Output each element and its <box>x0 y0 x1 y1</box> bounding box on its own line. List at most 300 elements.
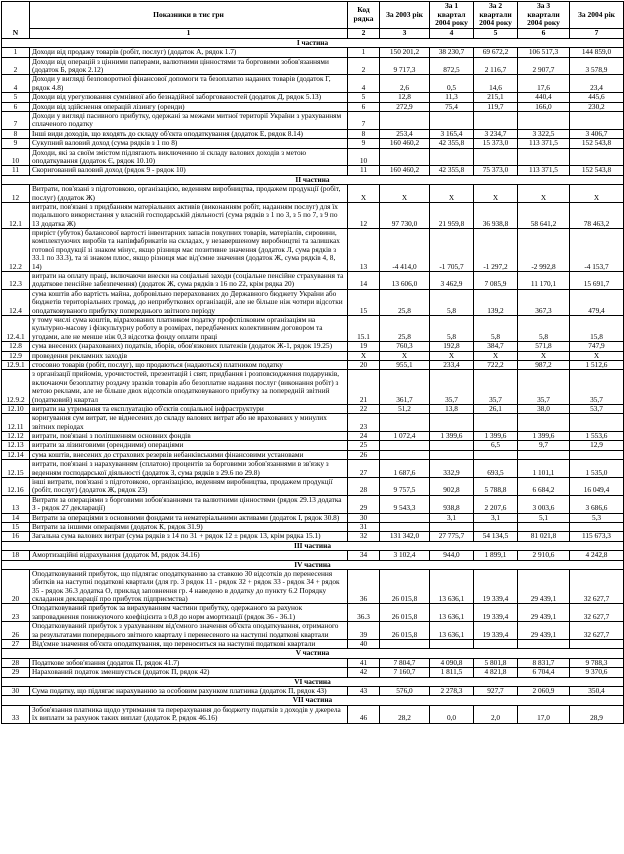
value-q2-cell: -1 297,2 <box>474 229 518 272</box>
indicator-cell: витрати на утримання та експлуатацію об'єктів соціальної інфраструктури <box>30 404 348 413</box>
table-row <box>2 129 624 138</box>
value-q1-cell: 0,5 <box>430 75 474 93</box>
table-row <box>2 404 624 413</box>
value-2003-cell: 51,2 <box>380 404 430 413</box>
value-2004-cell: 230,2 <box>570 102 624 111</box>
row-number-cell: 12.10 <box>2 404 30 413</box>
value-2003-cell: Х <box>380 351 430 360</box>
indicator-cell: Сукупний валовий доход (сума рядків з 1 по 8) <box>30 139 348 148</box>
row-number-cell: 9 <box>2 139 30 148</box>
indicator-cell: Скоригований валовий доход (рядок 9 - рядок 10) <box>30 166 348 175</box>
code-cell: 20 <box>348 360 380 369</box>
value-q2-cell: 4 821,8 <box>474 668 518 677</box>
section-label: ІІІ частина <box>2 541 624 550</box>
row-number-cell: 13 <box>2 495 30 513</box>
value-q3-cell <box>518 522 570 531</box>
section-row <box>2 38 624 47</box>
value-q2-cell: 1 399,6 <box>474 432 518 441</box>
value-q2-cell: 5,8 <box>474 315 518 341</box>
value-q3-cell: Х <box>518 185 570 203</box>
value-2004-cell: 5,3 <box>570 513 624 522</box>
value-q2-cell: 75 373,0 <box>474 166 518 175</box>
code-cell: 29 <box>348 495 380 513</box>
row-number-cell: 12.9.2 <box>2 370 30 405</box>
value-q2-cell <box>474 148 518 166</box>
row-number-cell: 6 <box>2 102 30 111</box>
value-q3-cell: 17,6 <box>518 75 570 93</box>
table-row <box>2 185 624 203</box>
value-q2-cell: 119,7 <box>474 102 518 111</box>
section-label: VІІ частина <box>2 696 624 705</box>
value-2003-cell: 26 015,8 <box>380 604 430 622</box>
code-cell: 11 <box>348 166 380 175</box>
value-2004-cell: 15 691,7 <box>570 272 624 290</box>
value-q3-cell: 9,7 <box>518 441 570 450</box>
indicator-cell: Витрати за операціями з борговими зобов'язаннями та валютними цінностями (рядок 29.13 додатка З - рядок 27 декларації) <box>30 495 348 513</box>
row-number-cell: 16 <box>2 532 30 541</box>
header-indicator: Показники в тис грн <box>30 2 348 29</box>
row-number-cell: 10 <box>2 148 30 166</box>
value-2004-cell: 3 686,6 <box>570 495 624 513</box>
value-q1-cell: 13 636,1 <box>430 622 474 640</box>
value-2004-cell: 15,8 <box>570 315 624 341</box>
value-q1-cell: 11,3 <box>430 93 474 102</box>
code-cell: 43 <box>348 687 380 696</box>
value-2003-cell: 12,8 <box>380 93 430 102</box>
indicator-cell: Сума податку, що підлягає нарахуванню за особовим рахунком платника (додаток П, рядок 43) <box>30 687 348 696</box>
row-number-cell: 12.9 <box>2 351 30 360</box>
indicator-cell: у тому числі сума коштів, відрахованих платником податку профспілковим організаціям на культурно-масову і фізкультурну роботу в розмірах, передбачених колективним договором та угодами, але не менше ніж 0,3 відсотка фонду оплати праці <box>30 315 348 341</box>
value-2004-cell: 9 370,6 <box>570 668 624 677</box>
value-q2-cell: 2 207,6 <box>474 495 518 513</box>
value-q2-cell: 139,2 <box>474 289 518 315</box>
value-2004-cell <box>570 112 624 130</box>
value-2004-cell: 445,6 <box>570 93 624 102</box>
code-cell: 15 <box>348 289 380 315</box>
value-q2-cell: 69 672,2 <box>474 48 518 57</box>
value-2003-cell: 25,8 <box>380 315 430 341</box>
value-2004-cell <box>570 148 624 166</box>
table-row <box>2 450 624 459</box>
value-q3-cell: 6 704,4 <box>518 668 570 677</box>
value-q3-cell: Х <box>518 351 570 360</box>
value-q3-cell: 113 371,5 <box>518 139 570 148</box>
value-q2-cell: Х <box>474 185 518 203</box>
code-cell: 14 <box>348 272 380 290</box>
value-q1-cell <box>430 640 474 649</box>
value-2004-cell: 747,9 <box>570 342 624 351</box>
header-q3-2004: За 3 квартали 2004 року <box>518 2 570 29</box>
value-2003-cell: 9 543,3 <box>380 495 430 513</box>
row-number-cell: 12.13 <box>2 441 30 450</box>
value-q2-cell: 722,2 <box>474 360 518 369</box>
indicator-cell: Доходи від продажу товарів (робіт, послуг) (додаток А, рядок 1.7) <box>30 48 348 57</box>
value-2004-cell <box>570 522 624 531</box>
value-q1-cell: 5,8 <box>430 315 474 341</box>
value-q2-cell: 5 801,8 <box>474 658 518 667</box>
table-row <box>2 513 624 522</box>
value-q1-cell <box>430 112 474 130</box>
code-cell: 27 <box>348 460 380 478</box>
row-number-cell: 7 <box>2 112 30 130</box>
value-q2-cell: 5 788,8 <box>474 478 518 496</box>
indicator-cell: Оподатковуваний прибуток, що підлягає оподаткуванню за ставкою 30 відсотків до перенесення збитків на наступні податкові квартали (для гр. 3 рядок 11 - рядок 32 + рядок 33 - рядок 34 + рядок 35 - рядок 36.3 додатка О, приклад заповнення гр. 4 наведено в додатку до пункту 6.2 Порядку складання декларації про прибуток підприємства) <box>30 569 348 604</box>
column-number: 7 <box>570 28 624 38</box>
indicator-cell: коригування сум витрат, не віднесених до складу валових витрат або не врахованих у минулих звітних періодах <box>30 414 348 432</box>
indicator-cell: витрати, пов'язані з придбанням матеріальних активів (виконанням робіт, наданням послуг) для їх подальшого використання у власній господарській діяльності (сума рядків з 1 по 3, з 5 по 7, з 9 по 13 додатка Ж) <box>30 202 348 228</box>
value-q1-cell: 5,8 <box>430 289 474 315</box>
header-2003: За 2003 рік <box>380 2 430 29</box>
value-q2-cell <box>474 450 518 459</box>
row-number-cell: 8 <box>2 129 30 138</box>
value-2004-cell: 23,4 <box>570 75 624 93</box>
code-cell: 13 <box>348 229 380 272</box>
indicator-cell: сума внесених (нарахованих) податків, зборів, обов'язкових платежів (додаток Ж-1, рядок 19.25) <box>30 342 348 351</box>
row-number-cell: 29 <box>2 668 30 677</box>
code-cell: 26 <box>348 450 380 459</box>
column-number-row <box>2 28 624 38</box>
value-2003-cell: 760,3 <box>380 342 430 351</box>
code-cell: 42 <box>348 668 380 677</box>
indicator-cell: Доходи від урегулювання сумнівної або безнадійної заборгованостей (додаток Д, рядок 5.13) <box>30 93 348 102</box>
table-row <box>2 112 624 130</box>
table-row <box>2 640 624 649</box>
value-2004-cell <box>570 414 624 432</box>
value-2004-cell: 12,9 <box>570 441 624 450</box>
value-q1-cell: 13 636,1 <box>430 604 474 622</box>
value-q2-cell: 19 339,4 <box>474 569 518 604</box>
row-number-cell: 12.8 <box>2 342 30 351</box>
section-row <box>2 175 624 184</box>
row-number-cell: 33 <box>2 705 30 723</box>
value-q3-cell: 2 907,7 <box>518 57 570 75</box>
table-row <box>2 102 624 111</box>
column-number: 3 <box>380 28 430 38</box>
value-2003-cell: 13 606,0 <box>380 272 430 290</box>
value-2003-cell: 9 717,3 <box>380 57 430 75</box>
value-q1-cell <box>430 450 474 459</box>
section-label: V частина <box>2 649 624 658</box>
row-number-cell: 12.1 <box>2 202 30 228</box>
indicator-cell: витрати на оплату праці, включаючи внески на соціальні заходи (соціальне пенсійне страхування та додаткове пенсійне забезпечення) (додаток Ж, сума рядків з 16 по 22, крім рядка 20) <box>30 272 348 290</box>
code-cell: 39 <box>348 622 380 640</box>
value-q1-cell: 192,8 <box>430 342 474 351</box>
row-number-cell: 18 <box>2 551 30 560</box>
value-q2-cell: 693,5 <box>474 460 518 478</box>
table-row <box>2 202 624 228</box>
value-q3-cell: 987,2 <box>518 360 570 369</box>
table-row <box>2 75 624 93</box>
value-q2-cell: 26,1 <box>474 404 518 413</box>
value-2004-cell: 144 859,0 <box>570 48 624 57</box>
value-q1-cell: 872,5 <box>430 57 474 75</box>
table-row <box>2 351 624 360</box>
value-q3-cell: 58 641,2 <box>518 202 570 228</box>
value-2004-cell <box>570 640 624 649</box>
row-number-cell: 30 <box>2 687 30 696</box>
code-cell: 46 <box>348 705 380 723</box>
code-cell: 19 <box>348 342 380 351</box>
table-row <box>2 432 624 441</box>
table-row <box>2 148 624 166</box>
row-number-cell: 12.11 <box>2 414 30 432</box>
value-q3-cell: 440,4 <box>518 93 570 102</box>
table-row <box>2 289 624 315</box>
value-q3-cell: 81 021,8 <box>518 532 570 541</box>
value-q1-cell: 233,4 <box>430 360 474 369</box>
value-q2-cell: 6,5 <box>474 441 518 450</box>
indicator-cell: Доходи від операцій з цінними паперами, валютними цінностями та борговими зобов'язаннями (додаток Б, рядок 2.12) <box>30 57 348 75</box>
row-number-cell: 4 <box>2 75 30 93</box>
code-cell: 36 <box>348 569 380 604</box>
table-row <box>2 569 624 604</box>
value-q1-cell: 902,8 <box>430 478 474 496</box>
value-q3-cell <box>518 414 570 432</box>
indicator-cell: Оподатковуваний прибуток з урахуванням від'ємного значення об'єкта оподаткування, отриманого за результатами попереднього звітного кварталу і перенесеного на наступні податкові квартали <box>30 622 348 640</box>
table-row <box>2 622 624 640</box>
indicator-cell: витрати, пов'язані з нарахуванням (сплатою) процентів за борговими зобов'язаннями в зв'язку з веденням господарської діяльності (додаток З, сума рядків з 29.6 по 29.8) <box>30 460 348 478</box>
code-cell: 24 <box>348 432 380 441</box>
table-row <box>2 495 624 513</box>
value-q1-cell: 3 165,4 <box>430 129 474 138</box>
table-header <box>2 2 624 39</box>
value-2003-cell: 253,4 <box>380 129 430 138</box>
code-cell: 32 <box>348 532 380 541</box>
table-row <box>2 93 624 102</box>
value-2004-cell: Х <box>570 351 624 360</box>
column-number: 2 <box>348 28 380 38</box>
value-2003-cell: 7 160,7 <box>380 668 430 677</box>
value-q3-cell: 8 831,7 <box>518 658 570 667</box>
value-2003-cell: 955,1 <box>380 360 430 369</box>
indicator-cell: Витрати, пов'язані з підготовкою, організацією, веденням виробництва, продажем продукції (робіт, послуг) (додаток Ж) <box>30 185 348 203</box>
code-cell: 25 <box>348 441 380 450</box>
value-q1-cell <box>430 148 474 166</box>
value-2004-cell: 1 553,6 <box>570 432 624 441</box>
value-2003-cell: 25,8 <box>380 289 430 315</box>
value-q1-cell: 3 462,9 <box>430 272 474 290</box>
code-cell: 34 <box>348 551 380 560</box>
code-cell: 23 <box>348 414 380 432</box>
value-q2-cell: 19 339,4 <box>474 604 518 622</box>
value-2004-cell <box>570 450 624 459</box>
value-q3-cell <box>518 148 570 166</box>
value-2003-cell: 2,6 <box>380 75 430 93</box>
value-q2-cell <box>474 522 518 531</box>
value-q3-cell <box>518 640 570 649</box>
value-q3-cell: 6 684,2 <box>518 478 570 496</box>
value-q2-cell <box>474 640 518 649</box>
header-row <box>2 2 624 29</box>
table-row <box>2 229 624 272</box>
indicator-cell: Загальна сума валових витрат (сума рядків з 14 по 31 + рядок 12 ± рядок 13, крім рядка 15.1) <box>30 532 348 541</box>
value-2004-cell: 32 627,7 <box>570 622 624 640</box>
indicator-cell: Доходи у вигляді пасивного прибутку, одержані за межами митної території України з урахуванням сплаченого податку <box>30 112 348 130</box>
value-2003-cell: 1 072,4 <box>380 432 430 441</box>
value-q3-cell: 2 910,6 <box>518 551 570 560</box>
value-q1-cell: 13 636,1 <box>430 569 474 604</box>
indicator-cell: інші витрати, пов'язані з підготовкою, організацією, веденням виробництва, продажем продукції (робіт, послуг) (додаток Ж, рядок 23) <box>30 478 348 496</box>
value-q1-cell: 42 355,8 <box>430 166 474 175</box>
value-q1-cell: 75,4 <box>430 102 474 111</box>
value-q1-cell: 1 399,6 <box>430 432 474 441</box>
column-number: 6 <box>518 28 570 38</box>
value-q2-cell: 384,7 <box>474 342 518 351</box>
value-q2-cell: 2 116,7 <box>474 57 518 75</box>
header-q1-2004: За 1 квартал 2004 року <box>430 2 474 29</box>
value-2003-cell <box>380 522 430 531</box>
value-q1-cell: 0,0 <box>430 705 474 723</box>
value-q1-cell: 42 355,8 <box>430 139 474 148</box>
row-number-cell: 1 <box>2 48 30 57</box>
table-row <box>2 522 624 531</box>
value-q1-cell: 3,1 <box>430 513 474 522</box>
value-q3-cell: 3 003,6 <box>518 495 570 513</box>
value-q3-cell <box>518 112 570 130</box>
value-q1-cell: Х <box>430 185 474 203</box>
section-row <box>2 677 624 686</box>
value-q2-cell: 927,7 <box>474 687 518 696</box>
code-cell: 1 <box>348 48 380 57</box>
indicator-cell: Зобов'язання платника щодо утримання та перерахування до бюджету податків з доходів у джерела їх виплати за рахунок таких виплат (додаток Р, рядок 46.16) <box>30 705 348 723</box>
table-row <box>2 166 624 175</box>
value-2003-cell <box>380 148 430 166</box>
row-number-cell: 12.2 <box>2 229 30 272</box>
value-q1-cell: 944,0 <box>430 551 474 560</box>
column-number: 5 <box>474 28 518 38</box>
code-cell: 28 <box>348 478 380 496</box>
value-q2-cell: 14,6 <box>474 75 518 93</box>
row-number-cell: 27 <box>2 640 30 649</box>
row-number-cell: 12.12 <box>2 432 30 441</box>
table-row <box>2 315 624 341</box>
column-number: 1 <box>30 28 348 38</box>
table-row <box>2 57 624 75</box>
indicator-cell: Витрати за операціями з основними фондами та нематеріальними активами (додаток І, рядок 30.8) <box>30 513 348 522</box>
row-number-cell: 12.16 <box>2 478 30 496</box>
value-2003-cell: 131 342,0 <box>380 532 430 541</box>
row-number-cell: 12.14 <box>2 450 30 459</box>
code-cell: 31 <box>348 522 380 531</box>
value-2003-cell <box>380 513 430 522</box>
row-number-cell: 12.4.1 <box>2 315 30 341</box>
table-row <box>2 604 624 622</box>
row-number-cell: 15 <box>2 522 30 531</box>
value-q3-cell: 29 439,1 <box>518 569 570 604</box>
value-q3-cell: 3 322,5 <box>518 129 570 138</box>
section-label: IV частина <box>2 560 624 569</box>
indicator-cell: Нарахований податок зменшується (додаток П, рядок 42) <box>30 668 348 677</box>
code-cell: 6 <box>348 102 380 111</box>
indicator-cell: Оподатковуваний прибуток за вирахуванням частини прибутку, одержаного за рахунок запровадження понижуючого коефіцієнта з 0,8 до норм амортизації (рядок 36 - 36.1) <box>30 604 348 622</box>
indicator-cell: приріст (убуток) балансової вартості інвентарних запасів покупних товарів, матеріалів, сировини, комплектуючих виробів та напівфабрикатів на складах, у незавершеному виробництві та залишках готової продукції зі знаком мінус, якщо різниця має позитивне значення (додаток Л, сума рядків з 33.1 по 33.3), та зі знаком плюс, якщо різниця має від'ємне значення (додаток Ж, сума рядків 4, 8, 14) <box>30 229 348 272</box>
value-q1-cell: 4 090,8 <box>430 658 474 667</box>
indicator-cell: з організації прийомів, урочистостей, презентацій і свят, придбання і розповсюдження подарунків, включаючи безоплатну роздачу зразків товарів або безоплатне надання послуг (виконання робіт) з метою реклами, але не більше двох відсотків оподатковуваного прибутку за попередній звітний (податковий) квартал <box>30 370 348 405</box>
table-row <box>2 139 624 148</box>
code-cell: 40 <box>348 640 380 649</box>
section-label: ІІ частина <box>2 175 624 184</box>
value-q1-cell: 2 278,3 <box>430 687 474 696</box>
row-number-cell: 14 <box>2 513 30 522</box>
value-2004-cell: 479,4 <box>570 289 624 315</box>
value-q1-cell <box>430 414 474 432</box>
row-number-cell: 20 <box>2 569 30 604</box>
value-q2-cell: 2,0 <box>474 705 518 723</box>
value-q3-cell <box>518 450 570 459</box>
section-label: І частина <box>2 38 624 47</box>
indicator-cell: Амортизаційні відрахування (додаток М, рядок 34.16) <box>30 551 348 560</box>
row-number-cell: 12.15 <box>2 460 30 478</box>
value-2003-cell: 272,9 <box>380 102 430 111</box>
code-cell: 9 <box>348 139 380 148</box>
code-cell: 10 <box>348 148 380 166</box>
value-q3-cell: 38,0 <box>518 404 570 413</box>
value-2004-cell: 1 512,6 <box>570 360 624 369</box>
section-row <box>2 541 624 550</box>
value-q3-cell: 29 439,1 <box>518 622 570 640</box>
indicator-cell: Витрати за іншими операціями (додаток К, рядок 31.9) <box>30 522 348 531</box>
value-2004-cell: 9 788,3 <box>570 658 624 667</box>
code-cell: 5 <box>348 93 380 102</box>
value-q1-cell <box>430 522 474 531</box>
value-q3-cell: 166,0 <box>518 102 570 111</box>
value-2004-cell: 78 463,2 <box>570 202 624 228</box>
value-q2-cell: 19 339,4 <box>474 622 518 640</box>
row-number-cell: 11 <box>2 166 30 175</box>
row-number-cell: 12.4 <box>2 289 30 315</box>
value-q1-cell: 27 775,7 <box>430 532 474 541</box>
value-q3-cell: 29 439,1 <box>518 604 570 622</box>
code-cell: Х <box>348 185 380 203</box>
value-q2-cell: 1 899,1 <box>474 551 518 560</box>
value-q3-cell: 113 371,5 <box>518 166 570 175</box>
value-2003-cell <box>380 112 430 130</box>
value-2003-cell: 9 757,5 <box>380 478 430 496</box>
value-2004-cell: 1 535,0 <box>570 460 624 478</box>
value-q2-cell: 15 373,0 <box>474 139 518 148</box>
indicator-cell: Від'ємне значення об'єкта оподаткування, що переноситься на наступні податкові квартали <box>30 640 348 649</box>
value-q1-cell: 13,8 <box>430 404 474 413</box>
value-q1-cell: 1 811,5 <box>430 668 474 677</box>
code-cell: 36.3 <box>348 604 380 622</box>
code-cell: Х <box>348 351 380 360</box>
table-row <box>2 360 624 369</box>
code-cell: 15.1 <box>348 315 380 341</box>
table-row <box>2 272 624 290</box>
value-q2-cell: 3,1 <box>474 513 518 522</box>
table-row <box>2 441 624 450</box>
section-row <box>2 560 624 569</box>
column-number: 4 <box>430 28 474 38</box>
row-number-cell: 5 <box>2 93 30 102</box>
value-q1-cell: 38 230,7 <box>430 48 474 57</box>
value-q2-cell: 215,1 <box>474 93 518 102</box>
indicator-cell: сума коштів, внесених до страхових резервів небанківськими фінансовими установами <box>30 450 348 459</box>
row-number-cell: 2 <box>2 57 30 75</box>
value-2004-cell: 152 543,8 <box>570 166 624 175</box>
value-q1-cell: Х <box>430 351 474 360</box>
value-q3-cell: 5,1 <box>518 513 570 522</box>
value-q1-cell: 21 959,8 <box>430 202 474 228</box>
value-2004-cell: 35,7 <box>570 370 624 405</box>
value-2003-cell: 26 015,8 <box>380 622 430 640</box>
value-2003-cell: 150 201,2 <box>380 48 430 57</box>
header-n: N <box>2 2 30 39</box>
value-2004-cell: 152 543,8 <box>570 139 624 148</box>
value-q3-cell: 367,3 <box>518 289 570 315</box>
indicator-cell: Податкове зобов'язання (додаток П, рядок 41.7) <box>30 658 348 667</box>
value-2003-cell: 28,2 <box>380 705 430 723</box>
